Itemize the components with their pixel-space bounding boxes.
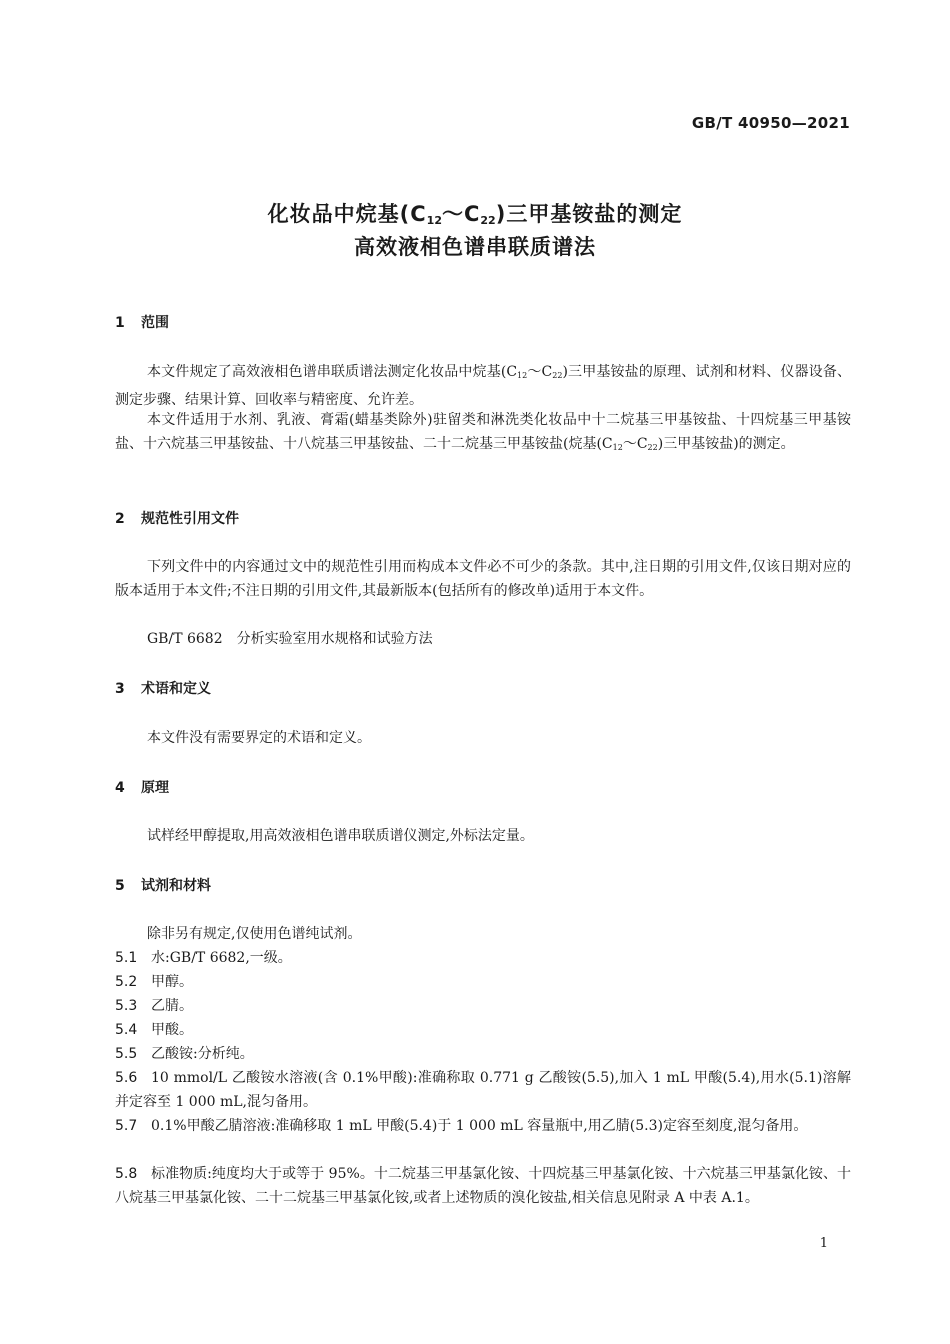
terms-paragraph: 本文件没有需要界定的术语和定义。 <box>147 730 371 746</box>
list-item: 5.1 水:GB/T 6682,一级。 <box>115 950 292 966</box>
reference-gbt-6682: GB/T 6682 分析实验室用水规格和试验方法 <box>147 631 433 647</box>
scope-paragraph-1: 本文件规定了高效液相色谱串联质谱法测定化妆品中烷基$(C_{12}\sim C_{22})$三甲基铵盐的原理、试剂和材料、仪器设备、测定步骤、结果计算、回收率与精密度、允许差。 <box>115 364 851 408</box>
list-item: 5.5 乙酸铵:分析纯。 <box>115 1046 254 1062</box>
page-number: 1 <box>819 1236 828 1251</box>
document-title-line1: 化妆品中烷基$(C_{12}\sim C_{22})$三甲基铵盐的测定 <box>267 202 683 227</box>
list-item: 5.7 0.1%甲酸乙腈溶液:准确移取 1 mL 甲酸(5.4)于 1 000 mL 容量瓶中,用乙腈(5.3)定容至刻度,混匀备用。 <box>115 1118 808 1134</box>
section-heading-normative-references: 2 规范性引用文件 <box>115 511 239 527</box>
list-item: 5.6 10 mmol/L 乙酸铵水溶液(含 0.1%甲酸):准确称取 0.771 g 乙酸铵(5.5),加入 1 mL 甲酸(5.4),用水(5.1)溶解并定容至 1 000 mL,混匀备用。 <box>115 1070 851 1110</box>
section-heading-reagents: 5 试剂和材料 <box>115 878 211 894</box>
references-paragraph: 下列文件中的内容通过文中的规范性引用而构成本文件必不可少的条款。其中,注日期的引用文件,仅该日期对应的版本适用于本文件;不注日期的引用文件,其最新版本(包括所有的修改单)适用于本文件。 <box>115 559 851 599</box>
list-item: 5.8 标准物质:纯度均大于或等于 95%。十二烷基三甲基氯化铵、十四烷基三甲基氯化铵、十六烷基三甲基氯化铵、十八烷基三甲基氯化铵、二十二烷基三甲基氯化铵,或者上述物质的溴化铵盐,相关信息见附录 A 中表 A.1。 <box>115 1166 851 1206</box>
principle-paragraph: 试样经甲醇提取,用高效液相色谱串联质谱仪测定,外标法定量。 <box>147 828 534 844</box>
section-heading-scope: 1 范围 <box>115 315 169 331</box>
section-heading-principle: 4 原理 <box>115 780 169 796</box>
reagents-intro: 除非另有规定,仅使用色谱纯试剂。 <box>147 926 362 942</box>
list-item: 5.3 乙腈。 <box>115 998 193 1014</box>
document-title-line2: 高效液相色谱串联质谱法 <box>354 235 596 259</box>
section-heading-terms: 3 术语和定义 <box>115 681 211 697</box>
list-item: 5.2 甲醇。 <box>115 974 193 990</box>
list-item: 5.4 甲酸。 <box>115 1022 193 1038</box>
scope-paragraph-2: 本文件适用于水剂、乳液、膏霜(蜡基类除外)驻留类和淋洗类化妆品中十二烷基三甲基铵盐、十四烷基三甲基铵盐、十六烷基三甲基铵盐、十八烷基三甲基铵盐、二十二烷基三甲基铵盐(烷基$(C_{12}\sim C_{22})$三甲基铵盐)的测定。 <box>115 412 851 452</box>
standard-number: GB/T 40950—2021 <box>691 114 850 132</box>
